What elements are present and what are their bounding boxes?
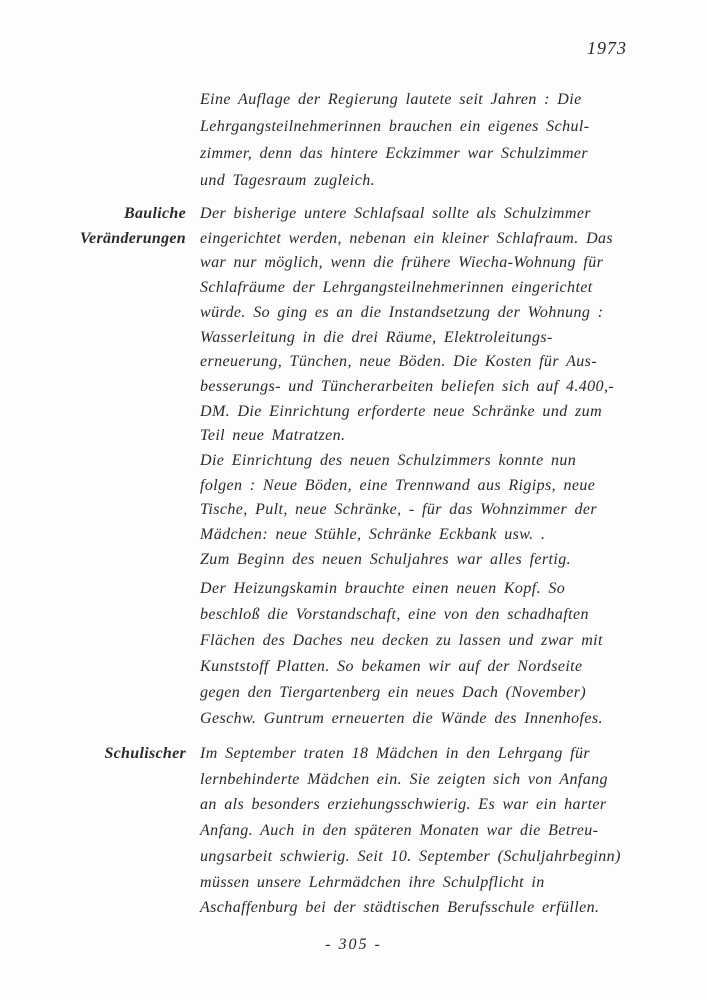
paragraph-intro	[200, 86, 660, 194]
paragraph-schulischer	[104, 741, 660, 921]
text-line: Die Einrichtung des neuen Schulzimmers konnte nun	[200, 452, 577, 470]
text-line: erneuerung, Tünchen, neue Böden. Die Kosten für Aus-	[200, 353, 597, 371]
margin-label-line: Schulischer	[104, 745, 186, 762]
text-line: DM. Die Einrichtung erforderte neue Schränke und zum	[200, 402, 603, 420]
text-line: Teil neue Matratzen.	[200, 427, 346, 445]
text-line: besserungs- und Tüncherarbeiten beliefen sich auf 4.400,-	[200, 377, 615, 395]
text-line: folgen : Neue Böden, eine Trennwand aus Rigips, neue	[200, 476, 596, 494]
text-line: Wasserleitung in die drei Räume, Elektroleitungs-	[200, 328, 553, 346]
section-body	[200, 202, 660, 573]
text-line: Geschw. Guntrum erneuerten die Wände des Innenhofes.	[200, 710, 603, 727]
text-line: Schlafräume der Lehrgangsteilnehmerinnen eingerichtet	[200, 279, 593, 297]
text-line: Der Heizungskamin brauchte einen neuen Kopf. So	[200, 580, 566, 597]
text-line: Aschaffenburg bei der städtischen Berufsschule erfüllen.	[200, 899, 600, 917]
text-line: Anfang. Auch in den späteren Monaten war die Betreu-	[200, 822, 599, 840]
text-line: Der bisherige untere Schlafsaal sollte als Schulzimmer	[200, 205, 591, 222]
section-body	[200, 741, 660, 921]
text-line: Eine Auflage der Regierung lautete seit Jahren : Die	[200, 91, 582, 108]
text-line: Mädchen: neue Stühle, Schränke Eckbank usw. .	[200, 526, 546, 544]
margin-label-line: Veränderungen	[79, 229, 186, 247]
text-line: ungsarbeit schwierig. Seit 10. September (Schuljahrbeginn)	[200, 847, 621, 865]
text-line: lernbehinderte Mädchen ein. Sie zeigten sich von Anfang	[200, 770, 608, 788]
text-line: Flächen des Daches neu decken zu lassen und zwar mit	[200, 632, 603, 649]
text-line: zimmer, denn das hintere Eckzimmer war Schulzimmer	[200, 145, 589, 162]
text-line: gegen den Tiergartenberg ein neues Dach (November)	[200, 684, 587, 701]
text-line: eingerichtet werden, nebenan ein kleiner Schlafraum. Das	[200, 229, 614, 247]
text-line: Lehrgangsteilnehmerinnen brauchen ein eigenes Schul-	[200, 118, 590, 135]
text-line: Kunststoff Platten. So bekamen wir auf der Nordseite	[200, 658, 583, 675]
text-line: würde. So ging es an die Instandsetzung der Wohnung :	[200, 303, 604, 321]
margin-label-line: Bauliche	[124, 205, 186, 222]
text-line: war nur möglich, wenn die frühere Wiecha-Wohnung für	[200, 254, 604, 272]
text-line: und Tagesraum zugleich.	[200, 172, 376, 189]
section-body	[200, 86, 660, 194]
text-line: beschloß die Vorstandschaft, eine von den schadhaften	[200, 606, 589, 623]
page-number: - 305 -	[325, 936, 382, 953]
text-line: Zum Beginn des neuen Schuljahres war alles fertig.	[200, 550, 572, 568]
text-line: an als besonders erziehungsschwierig. Es war ein harter	[200, 796, 607, 814]
section-body	[200, 576, 660, 732]
margin-label	[36, 741, 186, 767]
page-year: 1973	[587, 38, 627, 58]
text-line: Tische, Pult, neue Schränke, - für das Wohnzimmer der	[200, 501, 598, 519]
paragraph-bauliche-veraenderungen	[79, 202, 660, 573]
text-line: müssen unsere Lehrmädchen ihre Schulpflicht in	[200, 873, 545, 891]
paragraph-heizungskamin	[200, 576, 660, 732]
margin-label	[36, 202, 186, 251]
text-line: Im September traten 18 Mädchen in den Lehrgang für	[200, 745, 591, 762]
